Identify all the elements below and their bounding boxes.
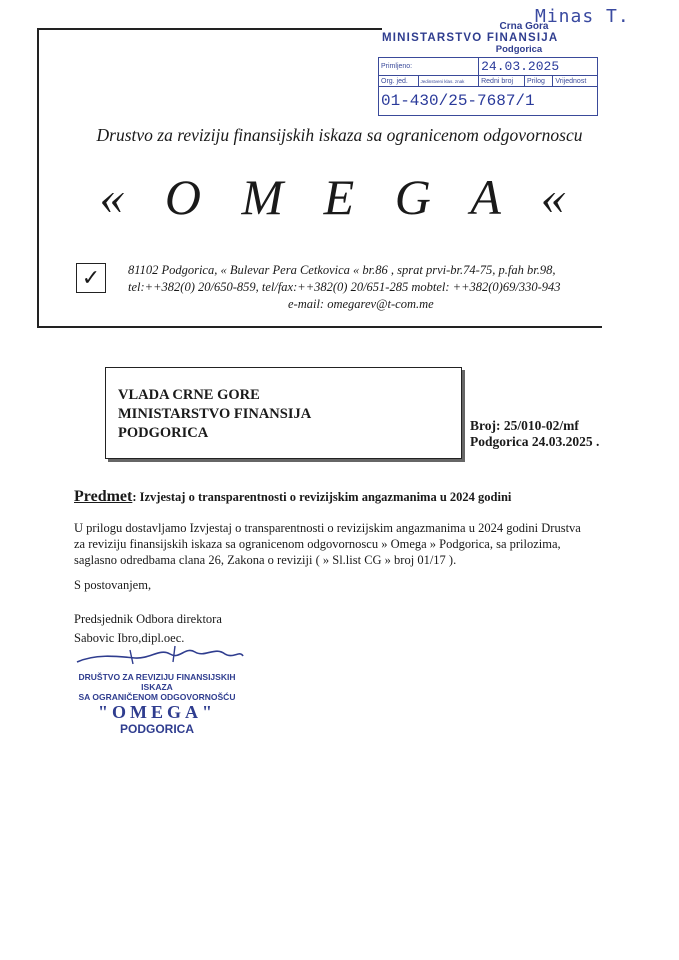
company-seal: [62, 650, 252, 736]
reference-place-date: Podgorica 24.03.2025 .: [470, 434, 600, 449]
seal-line-2: SA OGRANIČENOM ODGOVORNOŠĆU: [78, 692, 236, 702]
address-line-2: tel:++382(0) 20/650-859, tel/fax:++382(0) 20/651-285 mobtel: ++382(0)69/330-943: [128, 280, 561, 294]
header-divider: [37, 326, 602, 328]
signatory-title: Predsjednik Odbora direktora: [74, 612, 222, 626]
address-email: e-mail: omegarev@t-com.me: [288, 297, 434, 311]
reference-number: Broj: 25/010-02/mf: [470, 418, 579, 433]
stamp-ministry: MINISTARSTVO FINANSIJA: [382, 32, 559, 44]
stamp-table: [378, 57, 598, 116]
recipient-line-1: VLADA CRNE GORE: [118, 387, 260, 403]
stamp-col-class: Jedinstveni klas. znak: [418, 76, 479, 87]
seal-line-4: PODGORICA: [119, 722, 194, 736]
subject-text: : Izvjestaj o transparentnosti o revizijskim angazmanima u 2024 godini: [132, 490, 512, 504]
brand-logo-text: « O M E G A «: [99, 169, 580, 225]
signatory-name: Sabovic Ibro,dipl.oec.: [74, 631, 185, 645]
address-line-1: 81102 Podgorica, « Bulevar Pera Cetkovica « br.86 , sprat prvi-br.74-75, p.fah br.98,: [128, 263, 556, 277]
stamp-handwritten-number: 01-430/25-7687/1: [381, 92, 535, 110]
body-line-1: U prilogu dostavljamo Izvjestaj o transparentnosti o revizijskim angazmanima u 2024 godini Drustva: [74, 521, 581, 535]
stamp-received-label: Primljeno:: [379, 58, 479, 76]
subject-label: Predmet: [74, 488, 133, 505]
company-name: Drustvo za reviziju finansijskih iskaza sa ogranicenom odgovornoscu: [96, 125, 583, 145]
stamp-col-attachment: Prilog: [524, 76, 552, 87]
stamp-city: Podgorica: [495, 44, 543, 55]
seal-line-1: DRUŠTVO ZA REVIZIJU FINANSIJSKIH ISKAZA: [78, 672, 236, 692]
recipient-line-3: PODGORICA: [118, 425, 209, 441]
stamp-col-org: Org. jed.: [379, 76, 419, 87]
seal-line-3: "OMEGA": [98, 702, 216, 722]
frame-top: [37, 28, 382, 30]
stamp-received-date: 24.03.2025: [479, 58, 598, 76]
stamp-col-value: Vrijednost: [553, 76, 598, 87]
body-line-2: za reviziju finansijskih iskaza sa ogranicenom odgovornoscu » Omega » Podgorica, sa prilozima,: [74, 537, 561, 551]
recipient-box: [105, 367, 462, 459]
stamp-number-cell: [379, 87, 598, 116]
closing: S postovanjem,: [74, 578, 152, 592]
check-icon: ✓: [76, 263, 106, 293]
subject: [74, 488, 511, 506]
handwritten-name: Minas T.: [535, 6, 630, 27]
received-stamp: [378, 22, 600, 116]
stamp-col-number: Redni broj: [479, 76, 525, 87]
recipient-line-2: MINISTARSTVO FINANSIJA: [118, 406, 312, 422]
body-line-3: saglasno odredbama clana 26, Zakona o reviziji ( » Sl.list CG » broj 01/17 ).: [74, 553, 457, 567]
stamp-country: Crna Gora: [499, 21, 549, 32]
